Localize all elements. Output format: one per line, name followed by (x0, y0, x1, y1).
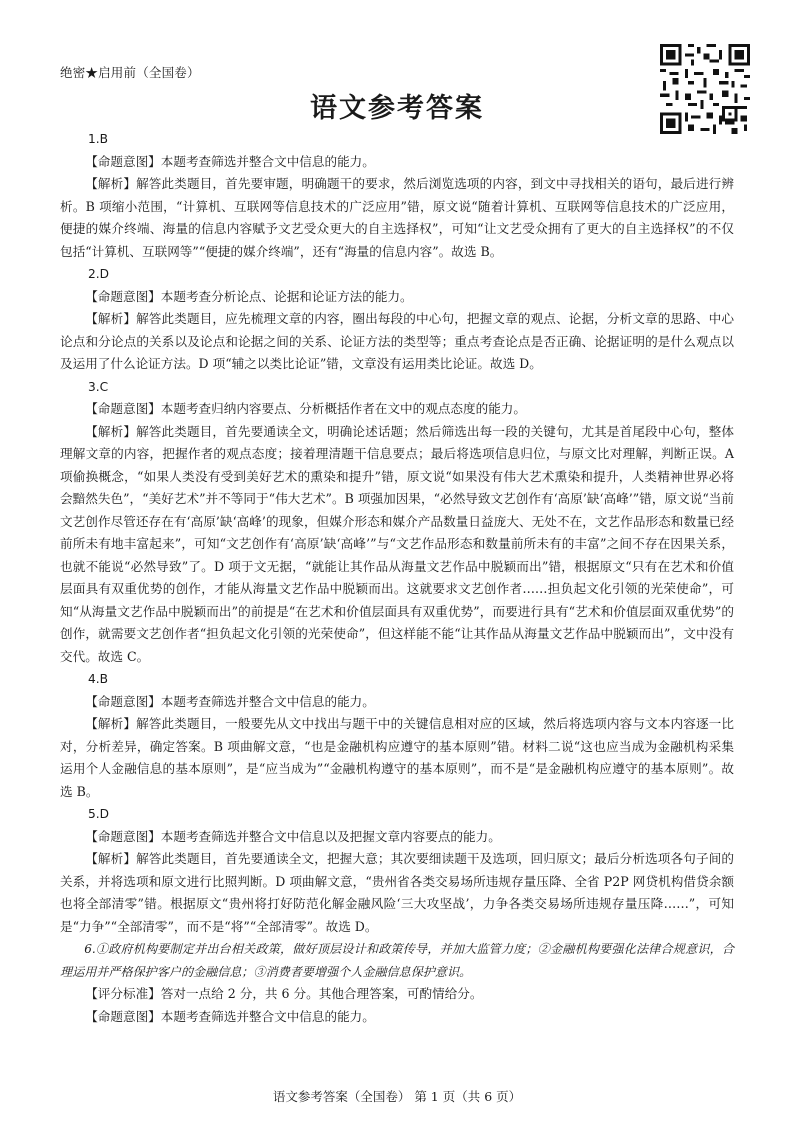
answer-paragraph: 【命题意图】本题考查筛选并整合文中信息的能力。 (85, 153, 375, 169)
answer-number: 3.C (88, 379, 109, 394)
answer-paragraph: 【解析】解答此类题目，首先要审题，明确题干的要求，然后浏览选项的内容，到文中寻找相关的语句，最后进行辨析。B 项缩小范围，“计算机、互联网等信息技术的广泛应用”错，原文说“随着计算机、互联网等信息技术的广泛应用，便捷的媒介终端、海量的信息内容赋予文艺受众更大的自主选择权”，可知“让文艺受众拥有了更大的自主选择权”的不仅包括“计算机、互联网等”“便捷的媒介终端”，还有“海量的信息内容”。故选 B。 (60, 176, 734, 259)
answer-paragraph: 【命题意图】本题考查筛选并整合文中信息的能力。 (85, 693, 375, 709)
answer-content (60, 128, 734, 1028)
confidential-label: 绝密★启用前（全国卷） (60, 65, 200, 80)
answer-number: 1.B (88, 132, 108, 146)
answer-paragraph: 【命题意图】本题考查归纳内容要点、分析概括作者在文中的观点态度的能力。 (85, 401, 526, 416)
answer-paragraph: 【解析】解答此类题目，应先梳理文章的内容，圈出每段的中心句，把握文章的观点、论据，分析文章的思路、中心论点和分论点的关系以及论点和论据之间的关系、论证方法的类型等；重点考查论点是否正确、论据证明的是什么观点以及运用了什么论证方法。D 项“辅之以类比论证”错，文章没有运用类比论证。故选 D。 (60, 311, 734, 371)
answer-paragraph: 【命题意图】本题考查筛选并整合文中信息以及把握文章内容要点的能力。 (85, 828, 501, 844)
answer-number: 5.D (88, 807, 110, 821)
answer-paragraph: 【命题意图】本题考查筛选并整合文中信息的能力。 (85, 1008, 375, 1024)
qr-code-icon (660, 44, 750, 134)
answer-paragraph: 【解析】解答此类题目，一般要先从文中找出与题干中的关键信息相对应的区域，然后将选项内容与文本内容逐一比对，分析差异，确定答案。B 项曲解文意，“也是金融机构应遵守的基本原则”错。材料二说“这也应当成为金融机构采集运用个人金融信息的基本原则”，是“应当成为”“金融机构遵守的基本原则”，而不是“是金融机构应遵守的基本原则”。故选 B。 (60, 716, 734, 799)
answer-q6: 6.①政府机构要制定并出台相关政策，做好顶层设计和政策传导，并加大监管力度；②金融机构要强化法律合规意识，合理运用并严格保护客户的金融信息；③消费者要增强个人金融信息保护意识。 (60, 942, 734, 979)
page-footer: 语文参考答案（全国卷） 第 1 页（共 6 页） (272, 1089, 522, 1104)
answer-paragraph: 【命题意图】本题考查分析论点、论据和论证方法的能力。 (85, 288, 413, 304)
page-title: 语文参考答案 (310, 93, 484, 124)
answer-number: 2.D (88, 267, 110, 281)
answer-paragraph: 【解析】解答此类题目，首先要通读全文，把握大意；其次要细读题干及选项，回归原文；最后分析选项各句子间的关系，并将选项和原文进行比照判断。D 项曲解文意，“贵州省各类交易场所违规存量压降、全省 P2P 网贷机构借贷余额也将全部清零”错。根据原文“贵州将打好防范化解金融风险‘三大攻坚战’，力争各类交易场所违规存量压降……”，可知是“力争”“全部清零”，而不是“将”“全部清零”。故选 D。 (60, 851, 734, 934)
answer-paragraph: 【解析】解答此类题目，首先要通读全文，明确论述话题；然后筛选出每一段的关键句，尤其是首尾段中心句，整体理解文章的内容，把握作者的观点态度；接着理清题干信息要点；最后将选项信息归位，与原文比对理解，判断正误。A 项偷换概念，“如果人类没有受到美好艺术的熏染和提升”错，原文说“如果没有伟大艺术熏染和提升，人类精神世界必将会黯然失色”，“美好艺术”并不等同于“伟大艺术”。B 项强加因果，“必然导致文艺创作有‘高原’缺‘高峰’”错，原文说“当前文艺创作尽管还存在有‘高原’缺‘高峰’的现象，但媒介形态和媒介产品数量日益庞大、无处不在，文艺作品形态和数量已经前所未有地丰富起来”，可知“文艺创作有‘高原’缺‘高峰’”与“文艺作品形态和数量前所未有的丰富”之间不存在因果关系，也就不能说“必然导致”了。D 项于文无据，“就能让其作品从海量文艺作品中脱颖而出”错，根据原文“只有在艺术和价值层面具有双重优势的创作，才能从海量文艺作品中脱颖而出。这就要求文艺创作者……担负起文化引领的光荣使命”，可知“从海量文艺作品中脱颖而出”的前提是“在艺术和价值层面具有双重优势”，而要进行具有“艺术和价值层面双重优势”的创作，就需要文艺创作者“担负起文化引领的光荣使命”，但这样能不能“让其作品从海量文艺作品中脱颖而出”，文中没有交代。故选 C。 (60, 423, 734, 664)
answer-paragraph: 【评分标准】答对一点给 2 分，共 6 分。其他合理答案，可酌情给分。 (85, 986, 483, 1001)
answer-number: 4.B (88, 672, 108, 686)
